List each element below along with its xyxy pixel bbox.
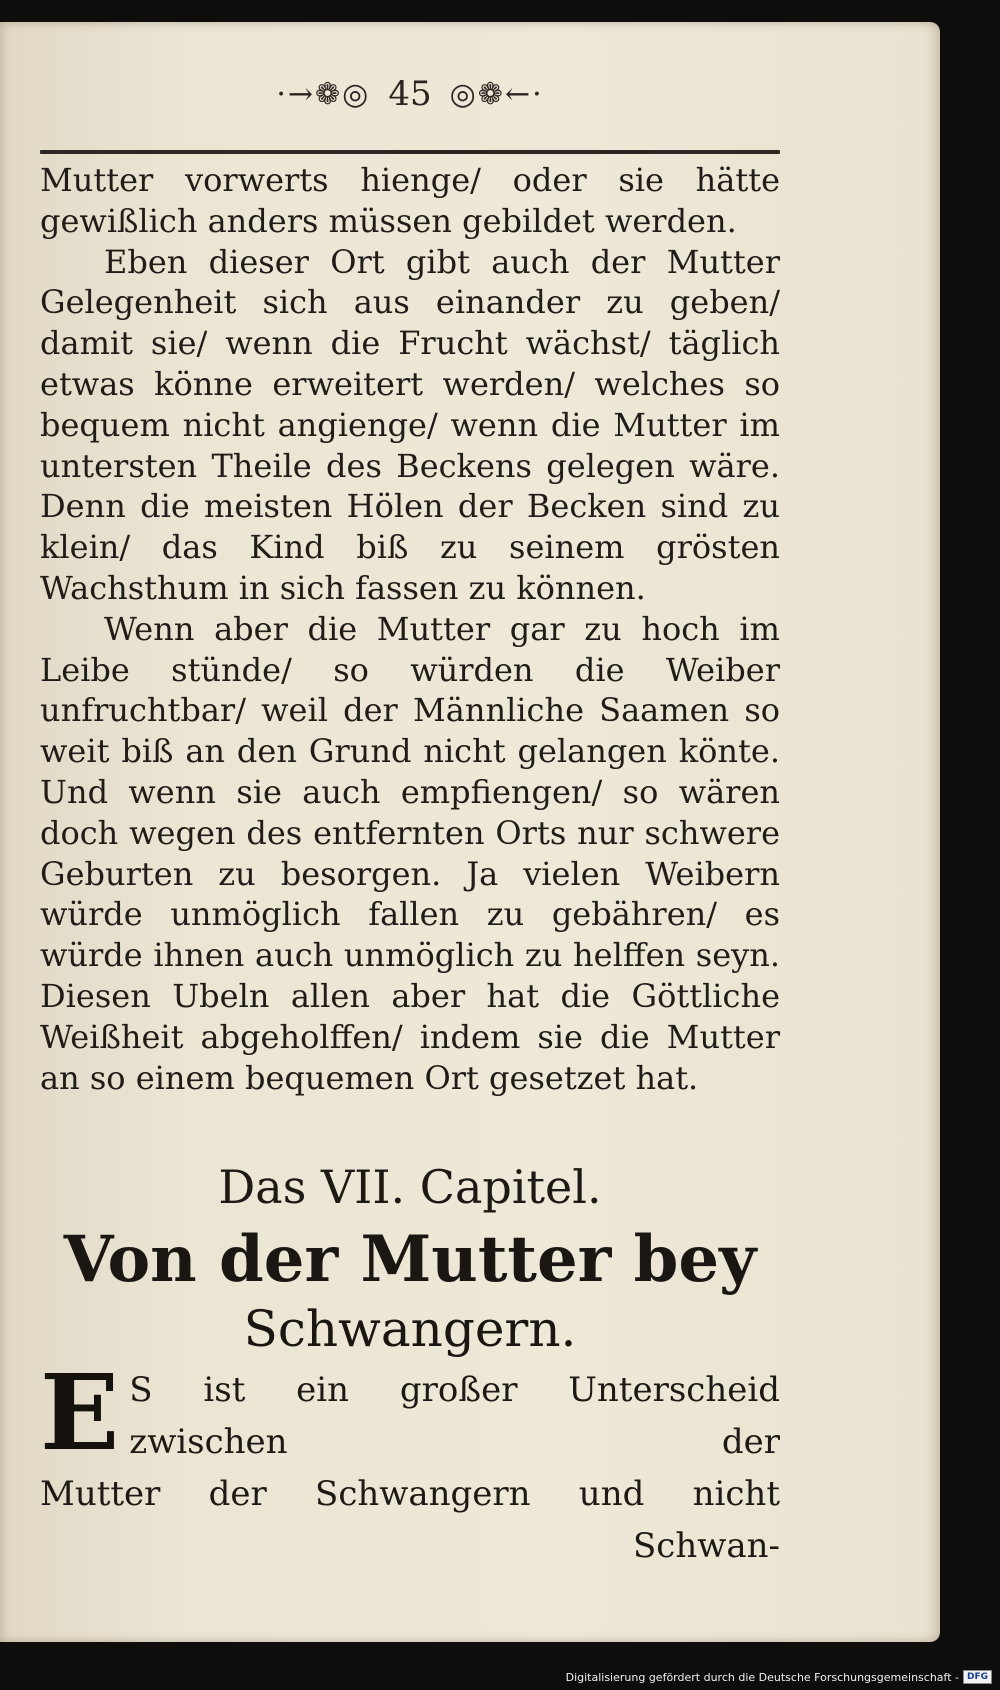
chapter-subtitle: Schwangern.	[243, 1300, 577, 1358]
paragraph-2: Eben dieser Ort gibt auch der Mutter Gelegenheit sich aus einander zu geben/ damit sie/ wenn die Frucht wächst/ täglich etwas könne erweitert werden/ welches so bequem nicht angienge/ wenn die Mutter im untersten Theile des Beckens gelegen wäre. Denn die meisten Hölen der Becken sind zu klein/ das Kind biß zu seinem grösten Wachsthum in sich fassen zu können.	[40, 242, 780, 607]
footer-credit: Digitalisierung gefördert durch die Deutsche Forschungsgemeinschaft -	[565, 1670, 959, 1684]
chapter-number: Das VII. Capitel.	[218, 1160, 602, 1214]
ornament-right-icon: ◎❁←·	[449, 76, 544, 112]
main-text	[40, 160, 780, 1098]
paragraph-1: Mutter vorwerts hienge/ oder sie hätte gewißlich anders müssen gebildet werden.	[40, 161, 780, 240]
chapter-line-2: Mutter der Schwangern und nicht	[40, 1474, 780, 1514]
page-header	[40, 64, 780, 124]
page-number: 45	[388, 74, 432, 114]
ornament-left-icon: ·→❁◎	[276, 76, 371, 112]
digitization-footer	[566, 1670, 992, 1684]
chapter-line-3: Schwan-	[633, 1526, 780, 1566]
chapter-opening	[40, 1351, 780, 1572]
header-rule	[40, 150, 780, 154]
drop-cap: E	[40, 1351, 120, 1474]
dfg-logo: DFG	[963, 1670, 992, 1684]
paragraph-3: Wenn aber die Mutter gar zu hoch im Leibe stünde/ so würden die Weiber unfruchtbar/ weil der Männliche Saamen so weit biß an den Grund nicht gelangen könte. Und wenn sie auch empfiengen/ so wären doch wegen des entfernten Orts nur schwere Geburten zu besorgen. Ja vielen Weibern würde unmöglich fallen zu gebähren/ es würde ihnen auch unmöglich zu helffen seyn. Diesen Ubeln allen aber hat die Göttliche Weißheit abgeholffen/ indem sie die Mutter an so einem bequemen Ort gesetzet hat.	[40, 609, 780, 1097]
chapter-line-1: S ist ein großer Unterscheid zwischen der	[129, 1370, 780, 1462]
chapter-title: Von der Mutter bey	[63, 1222, 757, 1297]
